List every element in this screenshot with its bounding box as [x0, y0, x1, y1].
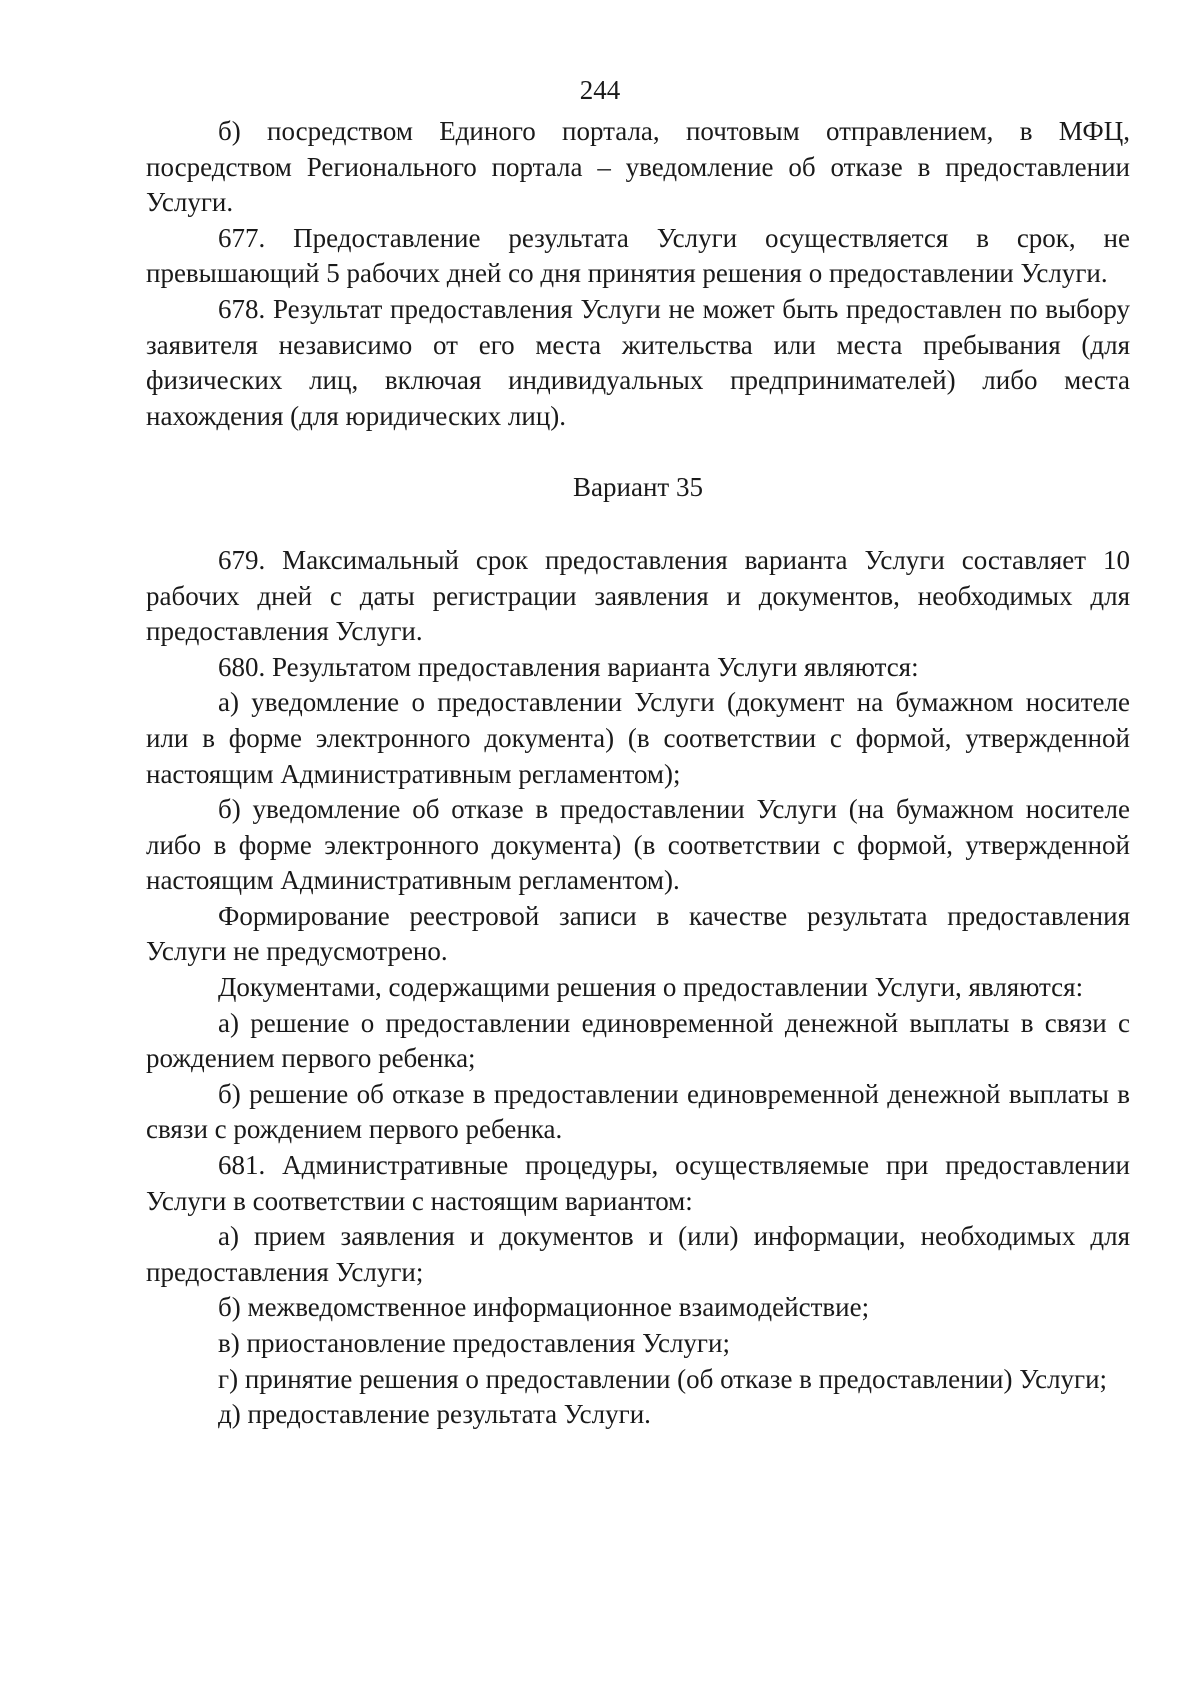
paragraph-result-delivery-refusal: б) посредством Единого портала, почтовым отправлением, в МФЦ, посредством Регионального портала – уведомление об отказе в предоставлении Услуги.	[146, 116, 1130, 218]
list-item-decision-b: б) решение об отказе в предоставлении единовременной денежной выплаты в связи с рождением первого ребенка.	[146, 1078, 1130, 1145]
paragraph-677: 677. Предоставление результата Услуги осуществляется в срок, не превышающий 5 рабочих дней со дня принятия решения о предоставлении Услуги.	[146, 222, 1130, 289]
paragraph-678: 678. Результат предоставления Услуги не может быть предоставлен по выбору заявителя независимо от его места жительства или места пребывания (для физических лиц, включая индивидуальных предпринимателей) либо места нахождения (для юридических лиц).	[146, 293, 1130, 431]
list-item-680-a: а) уведомление о предоставлении Услуги (документ на бумажном носителе или в форме электронного документа) (в соответствии с формой, утвержденной настоящим Административным регламентом);	[146, 687, 1130, 789]
section-heading: Вариант 35	[573, 472, 703, 503]
list-item-681-a: а) прием заявления и документов и (или) информации, необходимых для предоставления Услуги;	[146, 1221, 1130, 1287]
list-item-680-b: б) уведомление об отказе в предоставлении Услуги (на бумажном носителе либо в форме электронного документа) (в соответствии с формой, утвержденной настоящим Административным регламентом).	[146, 794, 1130, 896]
list-item-681-d: д) предоставление результата Услуги.	[218, 1399, 651, 1430]
list-item-681-v: в) приостановление предоставления Услуги;	[218, 1328, 730, 1358]
paragraph-680: 680. Результатом предоставления варианта Услуги являются:	[218, 651, 919, 682]
page-number: 244	[579, 75, 621, 105]
paragraph-681: 681. Административные процедуры, осуществляемые при предоставлении Услуги в соответствии с настоящим вариантом:	[146, 1150, 1130, 1216]
paragraph-registry-record: Формирование реестровой записи в качестве результата предоставления Услуги не предусмотрено.	[146, 900, 1130, 967]
list-item-681-g: г) принятие решения о предоставлении (об отказе в предоставлении) Услуги;	[218, 1363, 1108, 1394]
list-item-decision-a: а) решение о предоставлении единовременной денежной выплаты в связи с рождением первого ребенка;	[146, 1007, 1130, 1074]
document-body	[146, 114, 1130, 1433]
paragraph-679: 679. Максимальный срок предоставления варианта Услуги составляет 10 рабочих дней с даты регистрации заявления и документов, необходимых для предоставления Услуги.	[146, 544, 1130, 647]
list-item-681-b: б) межведомственное информационное взаимодействие;	[218, 1292, 870, 1323]
paragraph-decision-documents: Документами, содержащими решения о предоставлении Услуги, являются:	[218, 972, 1084, 1003]
